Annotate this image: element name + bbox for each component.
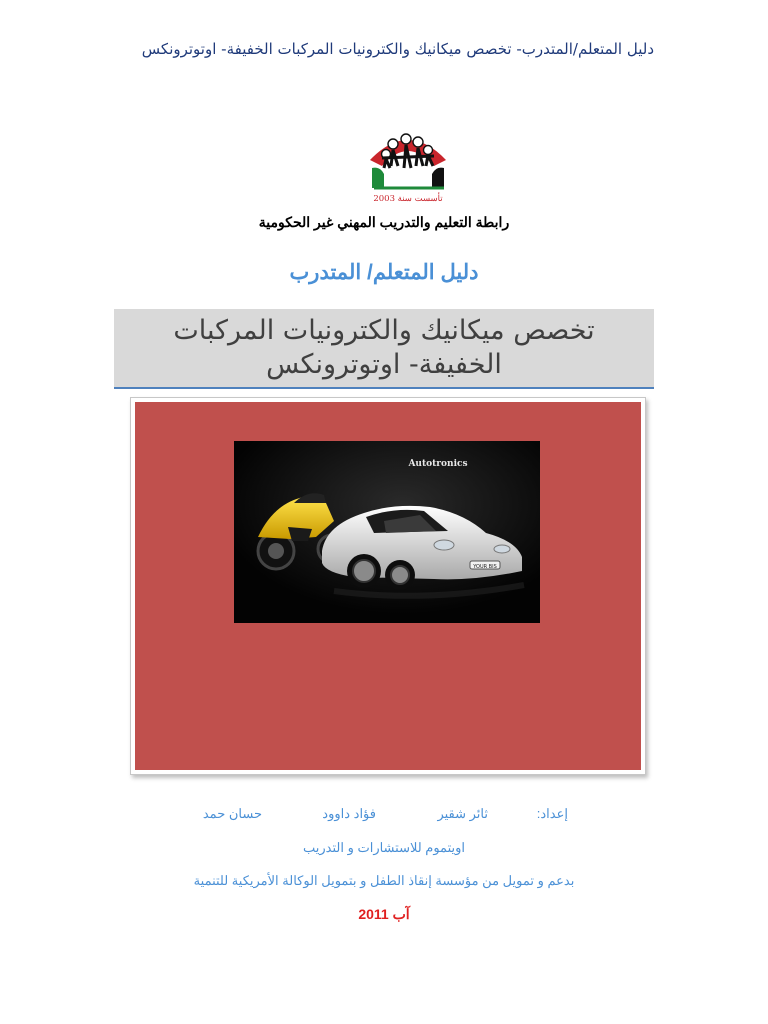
- organization-logo: [360, 126, 456, 206]
- cover-vehicles-image: [234, 441, 540, 623]
- guide-title: تخصص ميكانيك والكترونيات المركبات الخفيفة- اوتوترونكس: [173, 315, 595, 380]
- cover-red-panel: [135, 402, 641, 770]
- title-box: [114, 309, 654, 389]
- cover-frame: [130, 397, 646, 775]
- author-name: ثائر شقير: [437, 806, 488, 821]
- cover-image-label: Autotronics: [408, 459, 468, 469]
- consultancy-name: اويتموم للاستشارات و التدريب: [302, 840, 466, 855]
- credits-row: [190, 806, 572, 826]
- author-name: حسان حمد: [202, 806, 262, 821]
- author-name: فؤاد داوود: [322, 806, 376, 821]
- prepared-by-label: إعداد:: [536, 806, 568, 821]
- guide-subtitle: دليل المتعلم/ المتدرب: [289, 261, 479, 284]
- running-header: دليل المتعلم/المتدرب- تخصص ميكانيك والكترونيات المركبات الخفيفة- اوتوترونكس: [141, 40, 654, 58]
- organization-name: رابطة التعليم والتدريب المهني غير الحكومية: [258, 214, 510, 230]
- publication-date: آب 2011: [358, 906, 410, 922]
- logo-caption: تأسست سنة 2003: [373, 194, 443, 204]
- funding-statement: بدعم و تمويل من مؤسسة إنقاذ الطفل و بتمويل الوكالة الأمريكية للتنمية: [193, 873, 575, 888]
- license-plate-text: YOUR BIS: [473, 564, 497, 570]
